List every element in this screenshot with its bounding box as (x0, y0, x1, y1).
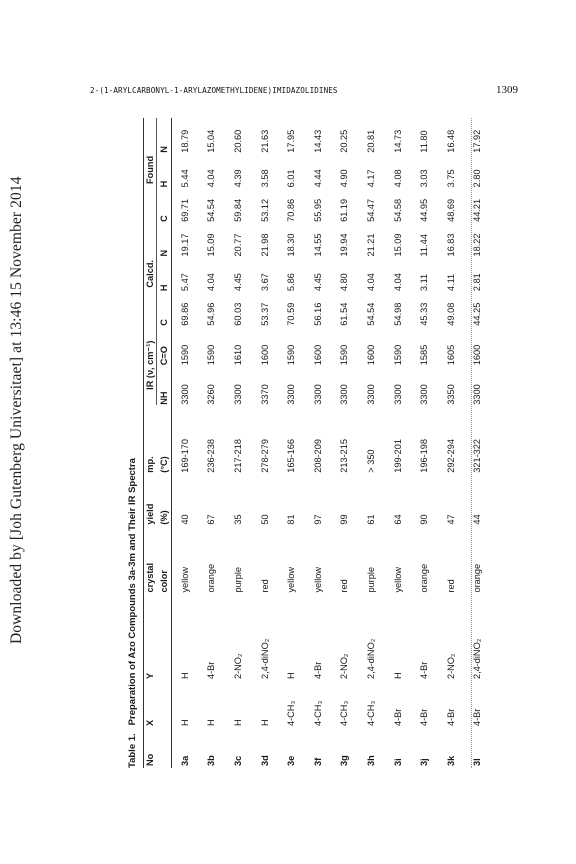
cell-ch: 4.04 (365, 273, 376, 292)
cell-no: 3j (419, 758, 430, 766)
cell-color: red (445, 579, 456, 593)
cell-co: 1590 (286, 344, 297, 366)
table-caption-label: Table 1. (127, 733, 138, 768)
header-co: C=O (159, 346, 169, 366)
cell-yield: 81 (286, 514, 297, 525)
table-row (384, 118, 411, 768)
cell-fh: 3.58 (259, 169, 270, 188)
cell-fc: 44.21 (472, 198, 483, 222)
cell-cn: 21.98 (259, 233, 270, 257)
cell-fh: 4.17 (365, 169, 376, 188)
cell-co: 1605 (445, 344, 456, 366)
cell-fh: 6.01 (286, 169, 297, 188)
cell-fn: 18.79 (180, 129, 191, 153)
cell-nh: 3300 (232, 384, 243, 405)
cell-nh: 3350 (445, 384, 456, 405)
cell-color: yellow (286, 567, 297, 593)
cell-x: 4-Br (392, 708, 403, 726)
cell-no: 3g (339, 755, 350, 766)
cell-cn: 18.30 (286, 233, 297, 257)
cell-no: 3i (392, 758, 403, 766)
cell-ch: 4.80 (339, 273, 350, 292)
cell-mp: 169-170 (180, 438, 191, 473)
cell-ch: 2.81 (472, 273, 483, 292)
header-calcd: Calcd. (144, 222, 157, 326)
cell-x: H (206, 719, 217, 726)
cell-cn: 19.94 (339, 233, 350, 257)
cell-y: H (392, 672, 403, 680)
cell-nh: 3300 (339, 384, 350, 405)
cell-fh: 4.39 (232, 169, 243, 188)
cell-cn: 19.17 (180, 233, 191, 257)
cell-cc: 70.59 (286, 302, 297, 326)
cell-x: 4-Br (445, 708, 456, 726)
header-mp: mp. (145, 456, 156, 473)
cell-mp: 199-201 (392, 438, 403, 473)
cell-nh: 3300 (392, 384, 403, 405)
cell-color: purple (232, 567, 243, 593)
cell-fc: 59.84 (232, 198, 243, 222)
header-crystal: crystal (145, 562, 156, 593)
cell-co: 1600 (472, 344, 483, 366)
cell-y: 2,4-diNO₂ (472, 638, 483, 680)
cell-color: yellow (180, 567, 191, 593)
header-calcd-h: H (159, 284, 169, 292)
header-found: Found (144, 118, 157, 222)
cell-cc: 49.08 (445, 302, 456, 326)
cell-fh: 4.04 (206, 169, 217, 188)
cell-yield: 44 (472, 514, 483, 525)
cell-mp: 165-166 (286, 438, 297, 473)
cell-yield: 64 (392, 514, 403, 525)
cell-color: red (339, 579, 350, 593)
cell-cc: 44.25 (472, 302, 483, 326)
cell-yield: 61 (365, 514, 376, 525)
cell-cn: 18.22 (472, 233, 483, 257)
cell-cc: 45.33 (419, 302, 430, 326)
cell-fc: 54.54 (206, 198, 217, 222)
cell-mp: 208-209 (312, 438, 323, 473)
cell-no: 3b (206, 755, 217, 766)
cell-fc: 54.47 (365, 198, 376, 222)
running-head: 2-(1-ARYLCARBONYL-1-ARYLAZOMETHYLIDENE)IMIDAZOLIDINES (90, 86, 338, 95)
cell-x: 4-CH₃ (312, 700, 323, 726)
cell-fn: 14.43 (312, 129, 323, 153)
cell-ch: 5.47 (180, 273, 191, 292)
cell-mp: 196-198 (419, 438, 430, 473)
cell-co: 1600 (312, 344, 323, 366)
cell-y: 2-NO₂ (445, 653, 456, 680)
cell-yield: 40 (180, 514, 191, 525)
cell-mp: 321-322 (472, 438, 483, 473)
cell-nh: 3300 (286, 384, 297, 405)
cell-cn: 11.44 (419, 234, 430, 257)
cell-x: H (259, 719, 270, 726)
cell-cc: 69.86 (180, 302, 191, 326)
cell-yield: 35 (232, 514, 243, 525)
header-nh: NH (159, 391, 169, 405)
cell-fn: 20.81 (365, 129, 376, 153)
cell-cc: 56.16 (312, 302, 323, 326)
cell-co: 1610 (232, 344, 243, 366)
cell-color: purple (365, 567, 376, 593)
cell-cn: 14.55 (312, 233, 323, 257)
cell-no: 3l (472, 758, 483, 766)
table-row (278, 118, 305, 768)
table-row (331, 118, 358, 768)
cell-fh: 5.44 (180, 169, 191, 188)
cell-fn: 14.73 (392, 129, 403, 153)
cell-fh: 2.80 (472, 169, 483, 188)
cell-color: orange (206, 563, 217, 593)
cell-fc: 44.95 (419, 198, 430, 222)
cell-cn: 15.09 (392, 233, 403, 257)
cell-ch: 4.45 (312, 273, 323, 292)
cell-y: H (286, 672, 297, 680)
cell-cc: 54.96 (206, 302, 217, 326)
cell-co: 1590 (392, 344, 403, 366)
header-ir: IR (ν, cm⁻¹) (144, 326, 157, 405)
cell-x: H (232, 719, 243, 726)
cell-cn: 20.77 (232, 233, 243, 257)
cell-cc: 60.03 (232, 302, 243, 326)
cell-x: 4-CH₃ (339, 700, 350, 726)
cell-fn: 16.48 (445, 129, 456, 153)
header-x: X (145, 719, 156, 726)
cell-nh: 3300 (180, 384, 191, 405)
cell-co: 1590 (180, 344, 191, 366)
cell-cc: 54.98 (392, 302, 403, 326)
cell-fn: 11.80 (419, 130, 430, 153)
cell-cc: 54.54 (365, 302, 376, 326)
cell-x: 4-Br (419, 708, 430, 726)
cell-fc: 53.12 (259, 198, 270, 222)
table-row (198, 118, 225, 768)
cell-mp: > 350 (365, 449, 376, 473)
table-caption (127, 458, 138, 768)
cell-yield: 50 (259, 514, 270, 525)
cell-cc: 53.37 (259, 302, 270, 326)
cell-fh: 4.44 (312, 169, 323, 188)
cell-y: 2,4-diNO₂ (365, 638, 376, 680)
cell-y: 2-NO₂ (232, 653, 243, 680)
table-bottom-rule (471, 118, 472, 768)
cell-fn: 15.04 (206, 129, 217, 153)
cell-color: red (259, 579, 270, 593)
cell-y: 2-NO₂ (339, 653, 350, 680)
cell-fc: 48.69 (445, 198, 456, 222)
cell-nh: 3300 (419, 384, 430, 405)
cell-no: 3c (232, 755, 243, 766)
cell-ch: 5.86 (286, 273, 297, 292)
header-calcd-n: N (159, 249, 169, 257)
cell-fc: 70.86 (286, 198, 297, 222)
table-row (464, 118, 491, 768)
cell-yield: 67 (206, 514, 217, 525)
cell-co: 1590 (339, 344, 350, 366)
cell-y: 4-Br (419, 661, 430, 680)
cell-nh: 3300 (365, 384, 376, 405)
cell-no: 3d (259, 755, 270, 766)
cell-y: 4-Br (206, 661, 217, 680)
cell-nh: 3260 (206, 384, 217, 405)
cell-yield: 90 (419, 514, 430, 525)
table-row (437, 118, 464, 768)
cell-co: 1590 (206, 344, 217, 366)
cell-x: 4-CH₃ (286, 700, 297, 726)
cell-no: 3f (312, 757, 323, 766)
cell-x: H (180, 719, 191, 726)
cell-cn: 21.21 (365, 233, 376, 257)
cell-mp: 278-279 (259, 438, 270, 473)
cell-color: yellow (392, 567, 403, 593)
cell-y: 4-Br (312, 661, 323, 680)
cell-nh: 3370 (259, 384, 270, 405)
cell-ch: 4.04 (206, 273, 217, 292)
cell-color: orange (472, 563, 483, 593)
header-calcd-c: C (159, 319, 169, 326)
cell-yield: 99 (339, 514, 350, 525)
cell-color: orange (419, 563, 430, 593)
cell-color: yellow (312, 567, 323, 593)
table-row (251, 118, 278, 768)
table-caption-text: Preparation of Azo Compounds 3a-3m and Their IR Spectra (127, 458, 138, 726)
cell-co: 1585 (419, 344, 430, 366)
cell-fh: 3.75 (445, 169, 456, 188)
cell-ch: 4.11 (445, 273, 456, 292)
cell-ch: 3.11 (419, 273, 430, 292)
cell-co: 1600 (365, 344, 376, 366)
table-row (304, 118, 331, 768)
header-yield: yield (145, 503, 156, 525)
cell-ch: 4.04 (392, 273, 403, 292)
cell-yield: 97 (312, 514, 323, 525)
page-number: 1309 (496, 84, 518, 96)
table-row (358, 118, 385, 768)
cell-fn: 21.63 (259, 129, 270, 153)
cell-no: 3k (445, 755, 456, 766)
azo-compounds-table (143, 118, 491, 768)
cell-x: 4-CH₃ (365, 700, 376, 726)
cell-cn: 16.83 (445, 233, 456, 257)
header-color: color (158, 570, 169, 593)
cell-ch: 4.45 (232, 273, 243, 292)
cell-fn: 20.60 (232, 129, 243, 153)
cell-x: 4-Br (472, 708, 483, 726)
cell-y: H (180, 672, 191, 680)
cell-fc: 55.95 (312, 198, 323, 222)
cell-no: 3h (365, 755, 376, 766)
header-yield-unit: (%) (158, 510, 169, 525)
cell-nh: 3300 (472, 384, 483, 405)
header-found-n: N (159, 146, 169, 153)
header-no: No (145, 753, 156, 766)
cell-ch: 3.67 (259, 273, 270, 292)
table-row (225, 118, 252, 768)
cell-fn: 20.25 (339, 129, 350, 153)
header-y: Y (145, 672, 156, 680)
cell-fh: 4.08 (392, 169, 403, 188)
cell-fn: 17.95 (286, 129, 297, 153)
header-found-c: C (159, 215, 169, 222)
cell-fc: 54.58 (392, 198, 403, 222)
cell-fc: 61.19 (339, 198, 350, 222)
cell-nh: 3300 (312, 384, 323, 405)
cell-no: 3e (286, 755, 297, 766)
rotated-table-block (127, 118, 483, 768)
cell-mp: 217-218 (232, 438, 243, 473)
cell-co: 1600 (259, 344, 270, 366)
cell-mp: 236-238 (206, 438, 217, 473)
download-watermark: Downloaded by [Joh Gutenberg Universitaet] at 13:46 15 November 2014 (8, 176, 25, 644)
cell-cc: 61.54 (339, 302, 350, 326)
cell-yield: 47 (445, 514, 456, 525)
cell-fh: 4.90 (339, 169, 350, 188)
header-found-h: H (159, 180, 169, 188)
table-row (411, 118, 438, 768)
header-mp-unit: (°C) (158, 456, 169, 473)
table-row (172, 118, 199, 768)
cell-fh: 3.03 (419, 169, 430, 188)
cell-no: 3a (180, 755, 191, 766)
cell-y: 2,4-diNO₂ (259, 638, 270, 680)
cell-mp: 213-215 (339, 438, 350, 473)
cell-fc: 69.71 (180, 198, 191, 222)
cell-cn: 15.09 (206, 233, 217, 257)
cell-mp: 292-294 (445, 438, 456, 473)
cell-fn: 17.92 (472, 129, 483, 153)
